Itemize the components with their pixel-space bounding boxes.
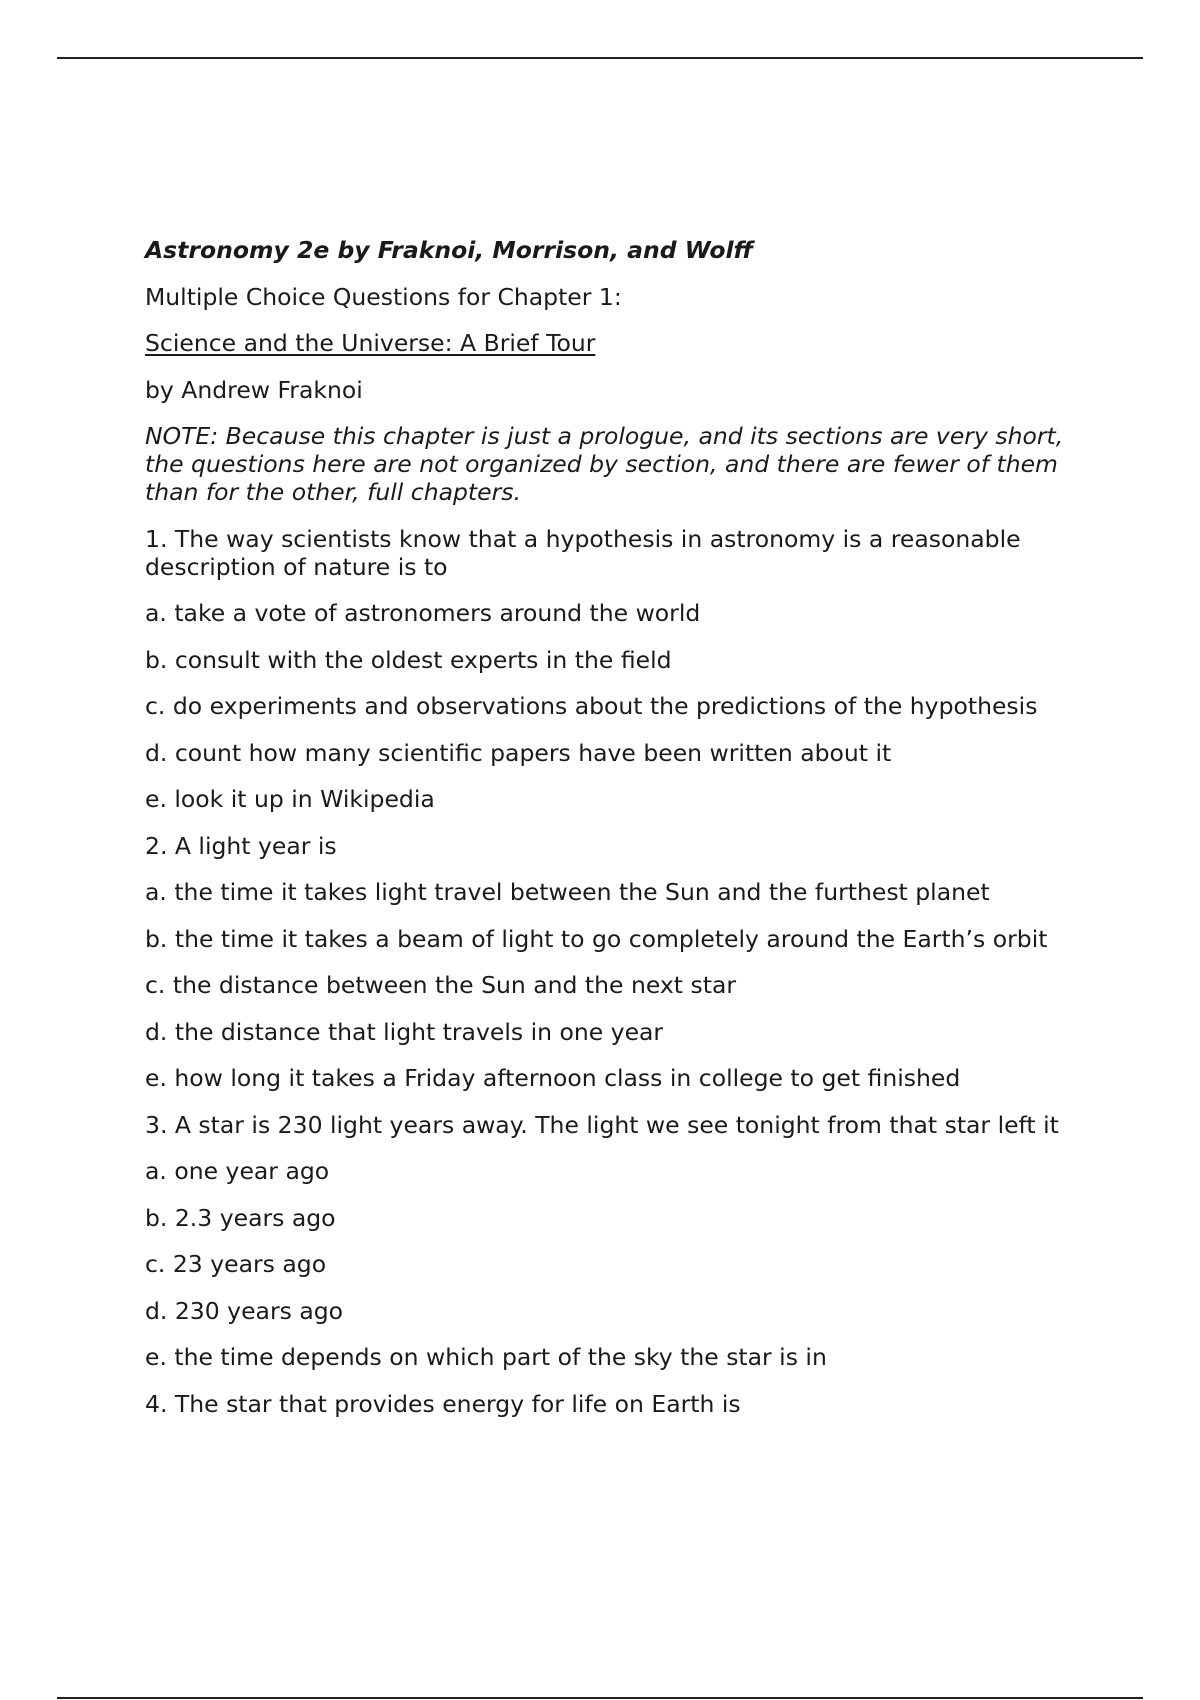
chapter-title [145, 329, 1085, 357]
question-3-option-d: d. 230 years ago [145, 1296, 344, 1325]
footer-rule [57, 1697, 1143, 1699]
question-1-option-a: a. take a vote of astronomers around the world [145, 599, 701, 627]
question-1-option-e: e. look it up in Wikipedia [145, 785, 435, 813]
question-2-option-c: c. the distance between the Sun and the next star [145, 971, 737, 999]
question-3: 3. A star is 230 light years away. The light we see tonight from that star left it [145, 1110, 1059, 1139]
question-3-option-a: a. one year ago [145, 1157, 330, 1185]
chapter-note: NOTE: Because this chapter is just a prologue, and its sections are very short, the questions here are not organized by section, and there are fewer of them than for the other, full chapters. [145, 422, 1064, 506]
author-line: by Andrew Fraknoi [145, 375, 363, 404]
question-1: 1. The way scientists know that a hypothesis in astronomy is a reasonable description of nature is to [145, 524, 1021, 581]
document-title: Astronomy 2e by Fraknoi, Morrison, and Wolff [145, 236, 754, 264]
question-4: 4. The star that provides energy for life on Earth is [145, 1389, 741, 1418]
question-2: 2. A light year is [145, 831, 337, 860]
chapter-title-text: Science and the Universe: A Brief Tour [145, 329, 596, 357]
question-1-option-d: d. count how many scientific papers have been written about it [145, 738, 892, 767]
document-body [145, 236, 1085, 1436]
question-1-option-b: b. consult with the oldest experts in the field [145, 645, 672, 674]
question-2-option-d: d. the distance that light travels in one year [145, 1017, 664, 1046]
question-3-option-c: c. 23 years ago [145, 1250, 327, 1278]
header-rule [57, 57, 1143, 59]
question-2-option-a: a. the time it takes light travel between the Sun and the furthest planet [145, 878, 990, 906]
question-2-option-b: b. the time it takes a beam of light to go completely around the Earth’s orbit [145, 924, 1048, 953]
question-1-option-c: c. do experiments and observations about the predictions of the hypothesis [145, 692, 1038, 720]
question-3-option-e: e. the time depends on which part of the sky the star is in [145, 1343, 827, 1371]
document-heading: Multiple Choice Questions for Chapter 1: [145, 282, 622, 311]
question-2-option-e: e. how long it takes a Friday afternoon class in college to get finished [145, 1064, 961, 1092]
question-3-option-b: b. 2.3 years ago [145, 1203, 336, 1232]
